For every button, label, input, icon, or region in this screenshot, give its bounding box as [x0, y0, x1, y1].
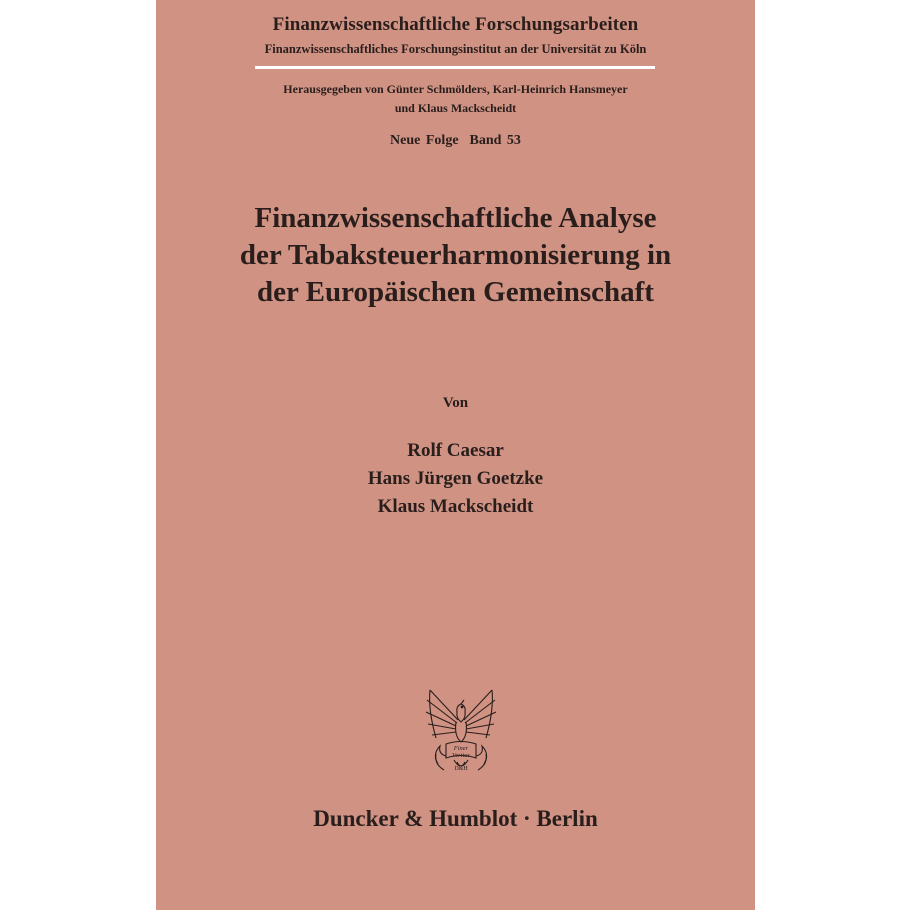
divider-rule: [255, 66, 655, 69]
series-title: Finanzwissenschaftliche Forschungsarbeiten: [272, 14, 639, 35]
editors-line-1: Herausgegeben von Günter Schmölders, Karl-Heinrich Hansmeyer: [283, 82, 628, 96]
authors-list: [156, 437, 755, 521]
title-line-3: der Europäischen Gemeinschaft: [257, 276, 654, 308]
book-title: [156, 200, 755, 311]
institute-name: Finanzwissenschaftliches Forschungsinstitut an der Universität zu Köln: [264, 42, 647, 56]
title-line-1: Finanzwissenschaftliche Analyse: [254, 202, 657, 234]
logo-monogram: D&H: [454, 766, 468, 772]
phoenix-emblem-icon: [422, 682, 500, 778]
author-name: Klaus Mackscheidt: [377, 496, 534, 517]
title-line-2: der Tabaksteuerharmonisierung in: [239, 239, 672, 271]
volume-number: Neue Folge Band 53: [390, 133, 521, 148]
logo-motto-line-2: Veritas: [451, 752, 471, 759]
logo-motto-line-1: Finer: [453, 745, 469, 752]
author-name: Rolf Caesar: [407, 440, 504, 461]
author-name: Hans Jürgen Goetzke: [367, 468, 544, 489]
publisher-name: Duncker & Humblot · Berlin: [313, 806, 598, 831]
editors-line-2: und Klaus Mackscheidt: [394, 101, 517, 115]
by-label: Von: [442, 395, 469, 411]
editors-block: [156, 80, 755, 118]
book-cover: [156, 0, 755, 910]
